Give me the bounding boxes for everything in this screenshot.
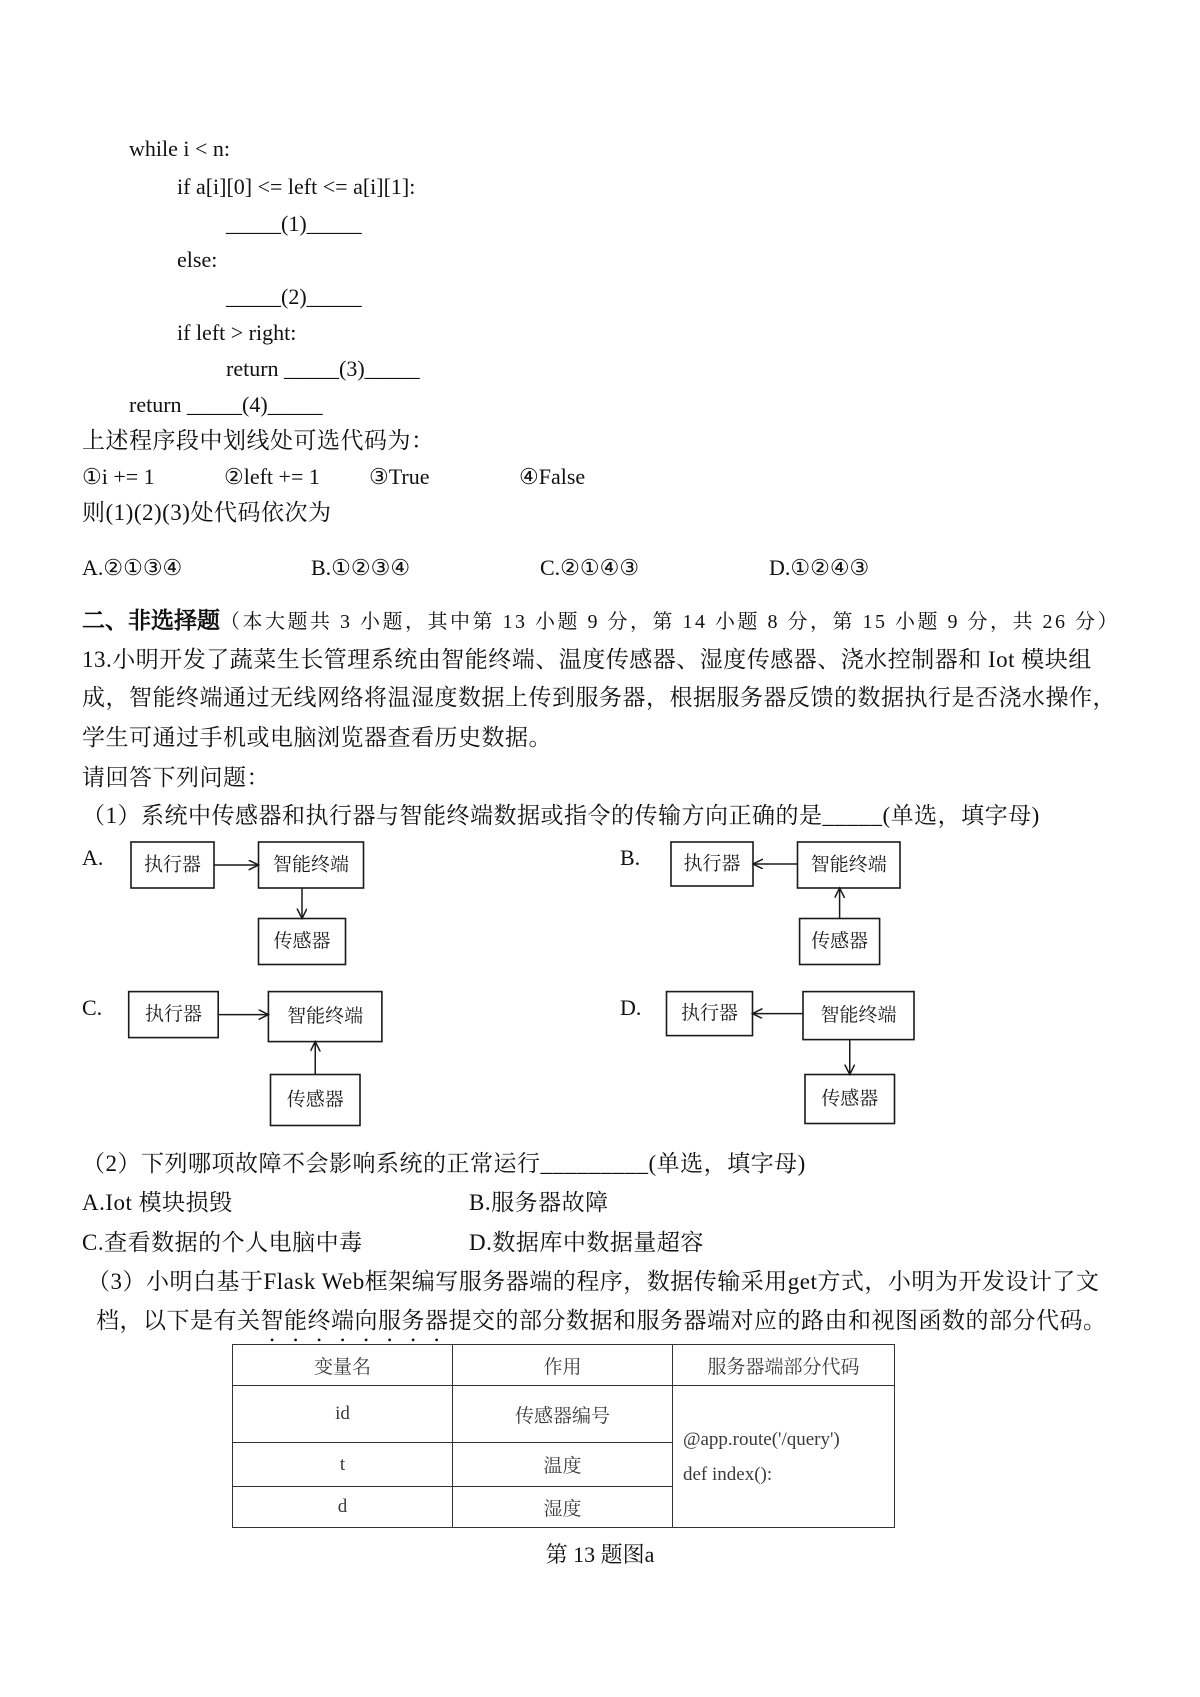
q13-stem-line-2: 成，智能终端通过无线网络将温湿度数据上传到服务器，根据服务器反馈的数据执行是否浇水操作， — [82, 685, 1116, 710]
code-line-if-left: if left > right: — [177, 320, 297, 345]
section-note: （本大题共 3 小题，其中第 13 小题 9 分，第 14 小题 8 分，第 15 小题 9 分，共 26 分） — [220, 611, 1120, 633]
header-variable: 变量名 — [233, 1345, 453, 1386]
terminal-label: 智能终端 — [810, 854, 887, 876]
actuator-box — [671, 842, 753, 886]
server-code-cell — [673, 1386, 895, 1528]
sensor-box — [259, 919, 346, 965]
terminal-label: 智能终端 — [287, 1006, 364, 1028]
q13-part3-line-1: （3）小明白基于Flask Web框架编写服务器端的程序，数据传输采用get方式，小明为开发设计了文 — [87, 1269, 1100, 1294]
view-function-def: def index(): — [683, 1463, 773, 1485]
sensor-box — [800, 919, 880, 965]
q13-stem-line-1: 13.小明开发了蔬菜生长管理系统由智能终端、温度传感器、湿度传感器、浇水控制器和 Iot 模块组 — [82, 647, 1092, 672]
actuator-label: 执行器 — [143, 854, 202, 876]
q13-part2-prompt: （2）下列哪项故障不会影响系统的正常运行_________(单选，填字母) — [82, 1151, 806, 1176]
terminal-box — [268, 992, 382, 1042]
actuator-box — [129, 992, 219, 1038]
code-option-3: ③True — [369, 464, 430, 489]
sensor-label: 传感器 — [811, 931, 869, 952]
terminal-label: 智能终端 — [272, 854, 350, 876]
choice-c: C.②①④③ — [540, 555, 640, 580]
sensor-label: 传感器 — [821, 1088, 879, 1110]
purpose-cell: 湿度 — [453, 1487, 673, 1528]
diagram-letter-d: D. — [620, 995, 642, 1020]
q13-part3-line-2 — [96, 1308, 1107, 1347]
actuator-label: 执行器 — [680, 1003, 739, 1025]
route-decorator: @app.route('/query') — [683, 1428, 840, 1450]
code-line-if: if a[i][0] <= left <= a[i][1]: — [177, 174, 416, 199]
purpose-cell: 传感器编号 — [453, 1386, 673, 1443]
part3-text-after: 提交的部分数据和服务器端对应的路由和视图函数的部分代码。 — [448, 1308, 1107, 1333]
diagram-b — [665, 834, 910, 970]
diagram-letter-a: A. — [82, 845, 104, 870]
part2-choice-b: B.服务器故障 — [469, 1190, 609, 1215]
part3-text-before: 档，以下是有关 — [96, 1308, 261, 1333]
table-header-row — [233, 1345, 895, 1386]
diagram-d — [660, 985, 925, 1133]
variable-cell: t — [233, 1443, 453, 1487]
diagram-c — [125, 985, 390, 1133]
part2-choice-c: C.查看数据的个人电脑中毒 — [82, 1230, 363, 1255]
diagram-letter-b: B. — [620, 845, 641, 870]
code-option-2: ②left += 1 — [224, 464, 320, 489]
choice-d: D.①②④③ — [769, 555, 870, 580]
table-row — [233, 1386, 895, 1443]
choice-b: B.①②③④ — [311, 555, 411, 580]
code-option-4: ④False — [519, 464, 586, 489]
variable-cell: d — [233, 1487, 453, 1528]
code-line-else: else: — [177, 247, 218, 272]
q13-instruction: 请回答下列问题： — [82, 765, 270, 790]
actuator-label: 执行器 — [683, 853, 741, 875]
code-line-while: while i < n: — [129, 136, 231, 161]
actuator-box — [667, 992, 753, 1036]
figure-caption: 第 13 题图a — [545, 1542, 655, 1567]
variable-table — [232, 1344, 895, 1528]
sensor-label: 传感器 — [273, 931, 331, 952]
part2-choice-a: A.Iot 模块损毁 — [82, 1190, 233, 1215]
purpose-cell: 温度 — [453, 1443, 673, 1487]
terminal-label: 智能终端 — [820, 1005, 897, 1027]
actuator-label: 执行器 — [144, 1004, 202, 1026]
code-blank-4: return _____(4)_____ — [129, 392, 323, 417]
diagram-a — [125, 834, 375, 970]
code-blank-3: return _____(3)_____ — [226, 356, 420, 381]
sensor-box — [805, 1075, 895, 1124]
terminal-box — [803, 992, 914, 1040]
terminal-box — [259, 842, 364, 888]
section-heading — [82, 608, 1120, 637]
variable-cell: id — [233, 1386, 453, 1443]
actuator-box — [131, 842, 214, 888]
section-title: 二、非选择题 — [82, 608, 220, 633]
code-option-1: ①i += 1 — [82, 464, 155, 489]
code-blank-1: _____(1)_____ — [226, 211, 362, 236]
question-text: 则(1)(2)(3)处代码依次为 — [82, 500, 332, 525]
part3-emphasis-text: 智能终端向服务器 — [260, 1308, 449, 1333]
sensor-label: 传感器 — [286, 1089, 344, 1111]
code-blank-2: _____(2)_____ — [226, 284, 362, 309]
header-purpose: 作用 — [453, 1345, 673, 1386]
header-server-code: 服务器端部分代码 — [673, 1345, 895, 1386]
q13-part1-prompt: （1）系统中传感器和执行器与智能终端数据或指令的传输方向正确的是_____(单选，填字母) — [82, 803, 1040, 828]
part2-choice-d: D.数据库中数据量超容 — [469, 1230, 704, 1255]
sensor-box — [271, 1075, 361, 1126]
options-intro: 上述程序段中划线处可选代码为： — [82, 428, 435, 453]
diagram-letter-c: C. — [82, 995, 103, 1020]
choice-a: A.②①③④ — [82, 555, 183, 580]
terminal-box — [798, 842, 901, 888]
q13-stem-line-3: 学生可通过手机或电脑浏览器查看历史数据。 — [82, 725, 552, 750]
